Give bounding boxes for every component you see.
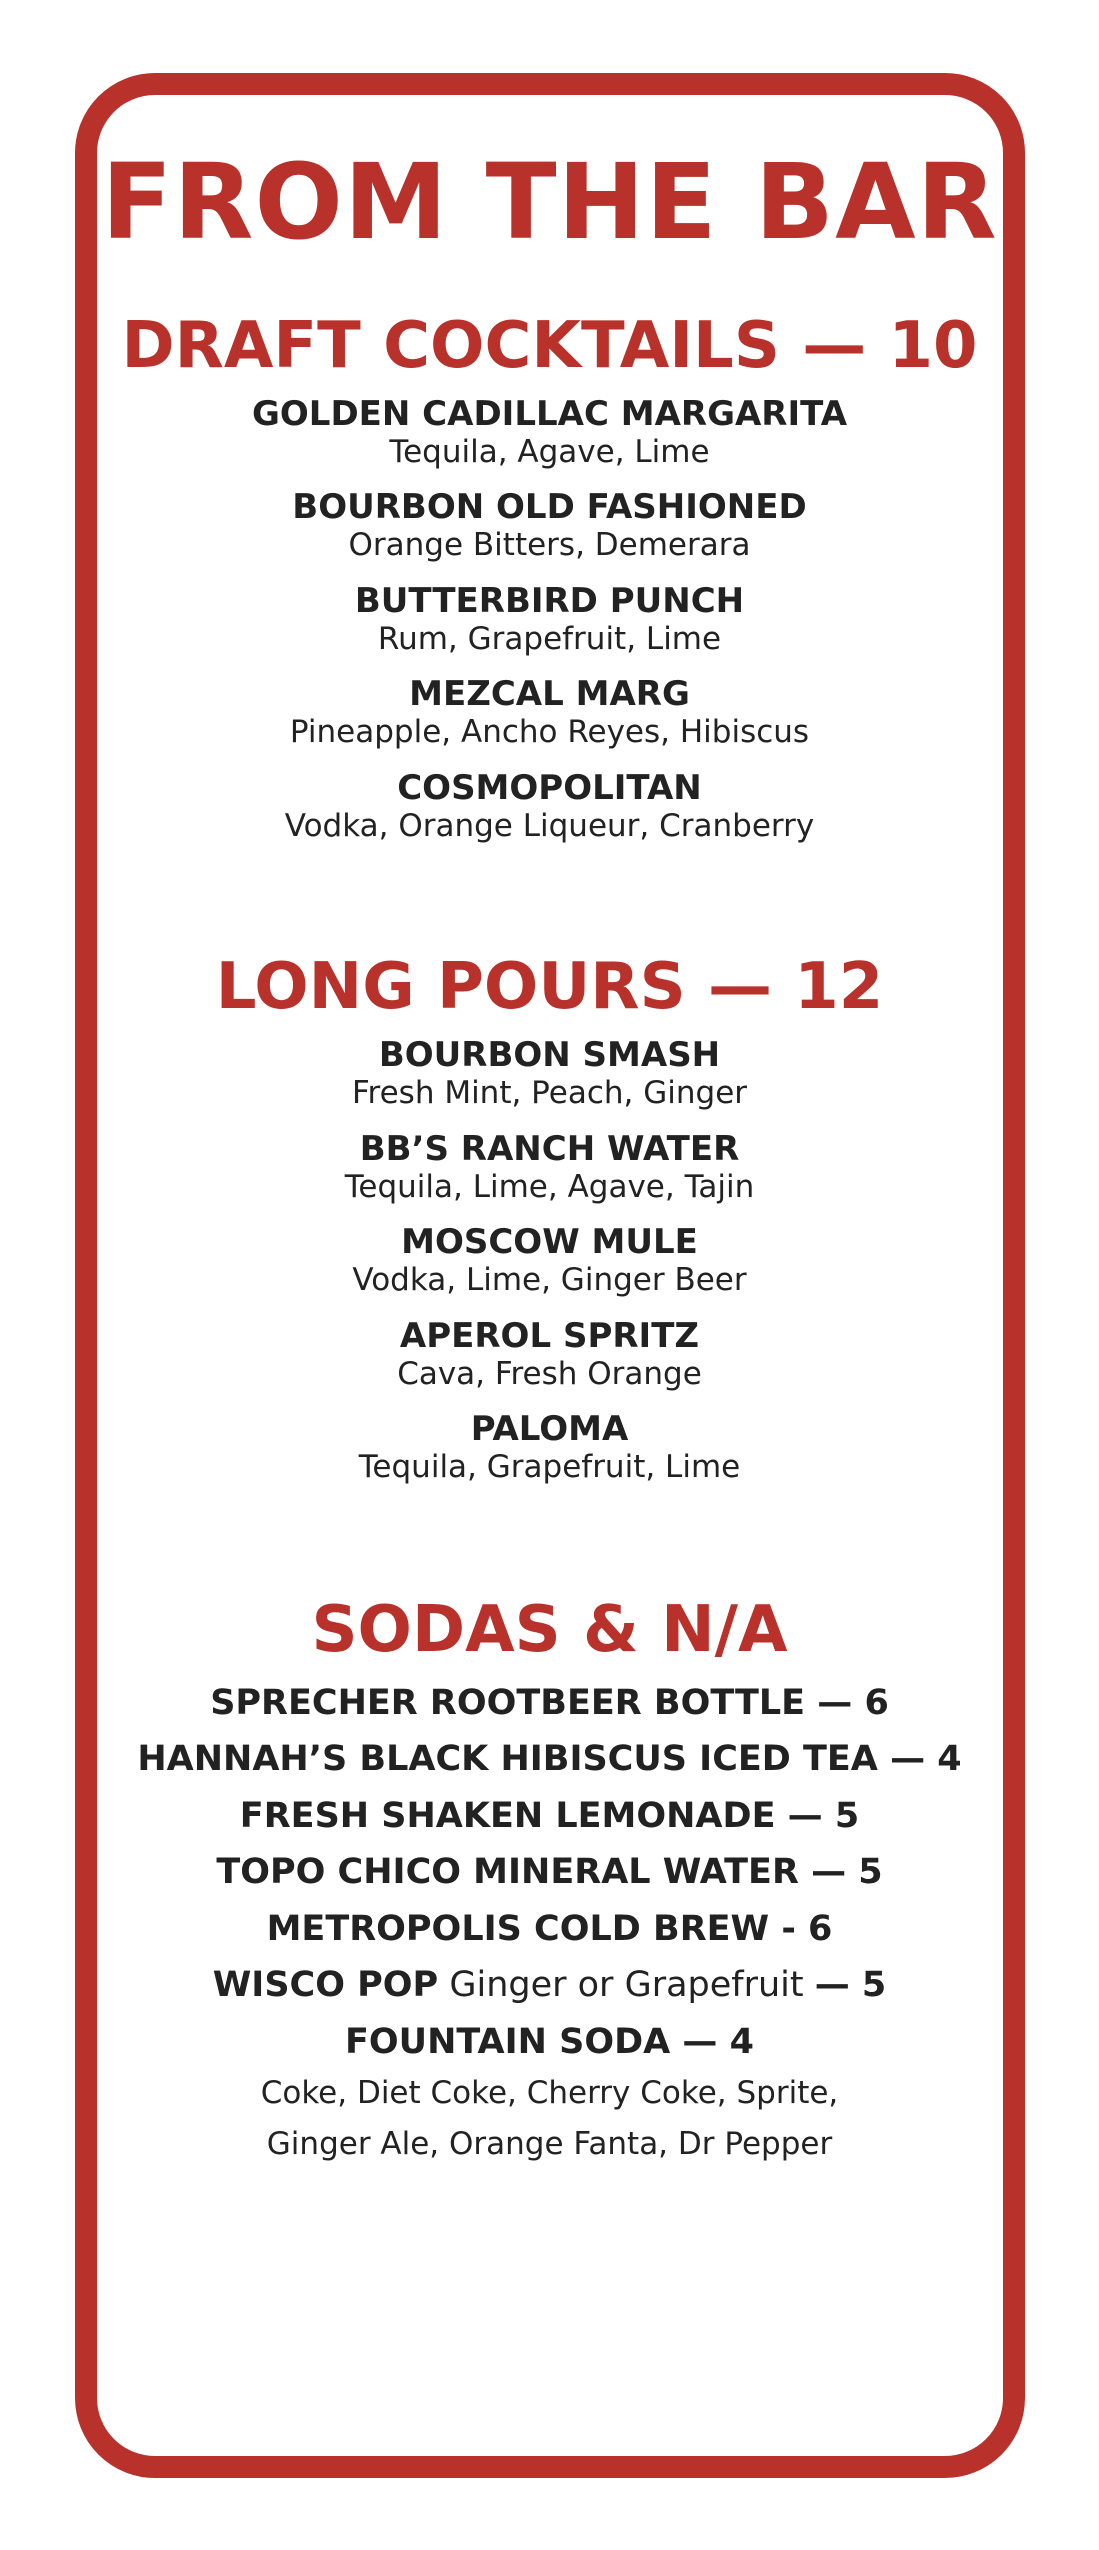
item-name: BOURBON OLD FASHIONED [292, 487, 807, 527]
item-name: COSMOPOLITAN [397, 768, 702, 808]
soda-item-name: FOUNTAIN SODA — 4 [345, 2022, 754, 2062]
menu-item [0, 582, 1099, 658]
item-name: MOSCOW MULE [401, 1222, 698, 1262]
item-description: Cava, Fresh Orange [397, 1356, 702, 1393]
fountain-options-line: Coke, Diet Coke, Cherry Coke, Sprite, [260, 2075, 839, 2111]
item-description: Vodka, Orange Liqueur, Cranberry [284, 808, 815, 845]
soda-item [0, 1852, 1099, 1892]
soda-item-name: TOPO CHICO MINERAL WATER — 5 [216, 1852, 883, 1892]
item-name: BUTTERBIRD PUNCH [354, 581, 745, 621]
section-title-draft-cocktails: DRAFT COCKTAILS — 10 [121, 309, 978, 383]
soda-item [0, 1739, 1099, 1779]
soda-item [0, 2022, 1099, 2062]
item-description: Tequila, Grapefruit, Lime [358, 1449, 741, 1486]
soda-item-name: METROPOLIS COLD BREW - 6 [266, 1909, 833, 1949]
item-name: MEZCAL MARG [409, 674, 690, 714]
section-title-long-pours: LONG POURS — 12 [215, 950, 884, 1024]
soda-item-wisco-pop [0, 1965, 1099, 2005]
menu-item [0, 395, 1099, 471]
soda-item-name: FRESH SHAKEN LEMONADE — 5 [239, 1796, 860, 1836]
soda-item-name: WISCO POP [212, 1965, 439, 2005]
soda-item-flavors: Ginger or Grapefruit [438, 1965, 815, 2005]
menu-item [0, 769, 1099, 845]
item-description: Pineapple, Ancho Reyes, Hibiscus [289, 714, 810, 751]
section-title-sodas: SODAS & N/A [311, 1593, 788, 1667]
item-description: Fresh Mint, Peach, Ginger [351, 1075, 748, 1112]
item-description: Tequila, Lime, Agave, Tajin [344, 1169, 755, 1206]
menu-item [0, 1410, 1099, 1486]
soda-item-name: HANNAH’S BLACK HIBISCUS ICED TEA — 4 [137, 1739, 962, 1779]
soda-item-name: SPRECHER ROOTBEER BOTTLE — 6 [210, 1683, 889, 1723]
menu-item [0, 1317, 1099, 1393]
item-description: Orange Bitters, Demerara [348, 527, 751, 564]
menu-title: FROM THE BAR [101, 141, 998, 263]
soda-item [0, 1683, 1099, 1723]
item-name: BB’S RANCH WATER [359, 1129, 740, 1169]
menu-item [0, 488, 1099, 564]
menu-item [0, 1223, 1099, 1299]
soda-item [0, 1796, 1099, 1836]
soda-item [0, 1909, 1099, 1949]
menu-item [0, 1036, 1099, 1112]
menu-item [0, 1130, 1099, 1206]
soda-item-price: — 5 [814, 1965, 887, 2005]
menu-item [0, 675, 1099, 751]
fountain-options-line: Ginger Ale, Orange Fanta, Dr Pepper [266, 2126, 833, 2162]
item-name: GOLDEN CADILLAC MARGARITA [251, 394, 848, 434]
item-name: APEROL SPRITZ [399, 1316, 700, 1356]
item-description: Rum, Grapefruit, Lime [377, 621, 722, 658]
item-description: Vodka, Lime, Ginger Beer [352, 1262, 747, 1299]
item-description: Tequila, Agave, Lime [389, 434, 710, 471]
item-name: BOURBON SMASH [378, 1035, 721, 1075]
item-name: PALOMA [470, 1409, 629, 1449]
